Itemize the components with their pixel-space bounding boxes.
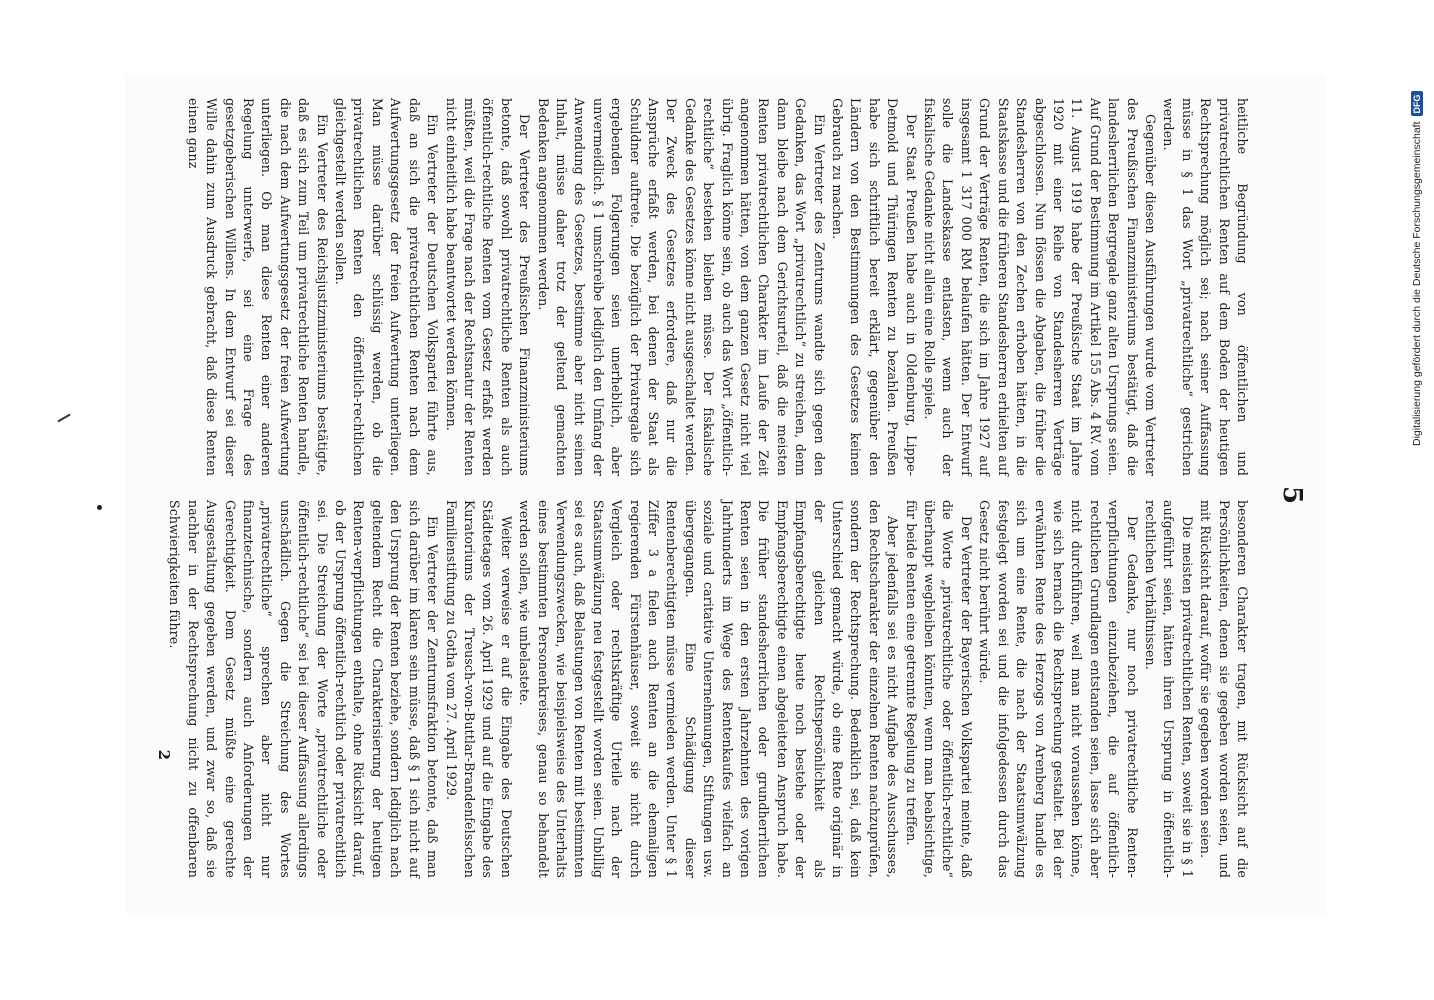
credit-text: Digitalisierung gefördert durch die Deutsche Forschungsgemeinschaft [1411,121,1423,446]
signature-mark: 2 [155,749,173,760]
dfg-logo: DFG [1411,91,1423,116]
paragraph: Ein Vertreter der Deutschen Volkspartei führte aus, daß an sich die privatrechtlichen Renten nach dem Aufwertungsgesetz der freien Aufwertung unterliegen. Man müsse darüber schlüssig werden, ob die privatrechtlichen Renten den öffentlich-rechtlichen gleichgestellt werden sollen. [333,98,441,476]
paragraph: Der Gedanke, nur noch privatrechtliche Renten-verpflichtungen einzubeziehen, die auf öffentlich-rechtlichen Grundlagen entstanden seien, lasse sich aber nicht durchführen, weil man nicht voraussehen könne, wie sich hernach die Rechtsprechung gestaltet. Bei der erwähnten Rente des Herzogs von Arenberg handle es sich um eine Rente, die nach der Staatsumwälzung festgelegt worden sei und die infolgedessen durch das Gesetz nicht berührt würde. [977,500,1140,878]
scan-speck [57,414,70,423]
paragraph: Gegenüber diesen Ausführungen wurde vom Vertreter des Preußischen Finanzministeriums bestätigt, daß die landesherrlichen Bergregale ganz alten Ursprungs seien. Auf Grund der Bestimmung im Artikel 155 Abs. 4 RV. vom 11. August 1919 habe der Preußische Staat im Jahre 1920 mit einer Reihe von Standesherren Verträge abgeschlossen. Nun flössen die Abgaben, die früher die Standesherren von den Zechen erhoben hätten, in die Staatskasse und die früheren Standesherren erhielten auf Grund der Verträge Renten, die sich im Jahre 1927 auf insgesamt 1 317 000 RM belaufen hätten. Der Entwurf solle die Landeskasse entlasten, wenn auch der fiskalische Gedanke nicht allein eine Rolle spiele. [922,98,1158,476]
paragraph: Der Vertreter der Bayerischen Volkspartei meinte, daß die Worte „privatrechtliche oder öffentlich-rechtliche“ überhaupt wegbleiben könnten, wenn man beabsichtige, für beide Renten eine getrennte Regelung zu treffen. [903,500,974,878]
paragraph: besonderen Charakter tragen, mit Rücksicht auf die Persönlichkeiten, denen sie gegeben worden seien, und mit Rücksicht darauf, wofür sie gegeben worden seien. [1198,500,1250,878]
paragraph: Weiter verweise er auf die Eingabe des Deutschen Städtetages vom 26. April 1929 und auf die Eingabe des Kuratoriums der Treusch-von-Buttlar-Brandenfelsschen Familienstiftung zu Gotha vom 27. April 1929. [443,500,514,878]
paragraph: Der Staat Preußen habe auch in Oldenburg, Lippe-Detmold und Thüringen Renten zu bezahlen. Preußen habe sich schriftlich bereit erklärt, gegenüber den Ländern von den Bestimmungen des Gesetzes keinen Gebrauch zu machen. [830,98,919,476]
left-text-column [183,98,1251,476]
paragraph: Ein Vertreter des Zentrums wandte sich gegen den Gedanken, das Wort „privatrechtlich“ zu streichen, denn dann bleibe nach dem Gerichtsurteil, daß die meisten Renten privatrechtlichen Charakter im Laufe der Zeit angenommen hätten, von dem ganzen Gesetz nicht viel übrig. Fraglich könne sein, ob auch das Wort „öffentlich-rechtliche“ bestehen bleiben müsse. Der fiskalische Gedanke des Gesetzes könne nicht ausgeschaltet werden. Der Zweck des Gesetzes erfordere, daß nur die Ansprüche erfaßt werden, bei denen der Staat als Schuldner auftrete. Die bezüglich der Privatregale sich ergebenden Folgerungen seien unerheblich, aber unvermeidlich. § 1 umschreibe lediglich den Umfang der Anwendung des Gesetzes, bestimme aber nicht seinen Inhalt, müsse daher trotz der geltend gemachten Bedenken angenommen werden. [535,98,827,476]
digitization-credit [1402,6,1432,446]
paragraph: Die meisten privatrechtlichen Renten, soweit sie in § 1 aufgeführt seien, hätten ihren Ursprung in öffentlich-rechtlichen Verhältnissen. [1142,500,1195,878]
paragraph: Ein Vertreter des Reichsjustizministeriums bestätigte, daß es sich zum Teil um privatrechtliche Renten handle, die nach dem Aufwertungsgesetz der freien Aufwertung unterliegen. Ob man diese Renten einer anderen Regelung unterwerfe, sei eine Frage des gesetzgeberischen Willens. In dem Entwurf sei dieser Wille dahin zum Ausdruck gebracht, daß diese Renten einen ganz [185,98,330,476]
scanned-page [125,75,1325,915]
paragraph: Der Vertreter des Preußischen Finanzministeriums betonte, daß sowohl privatrechtliche Renten als auch öffentlich-rechtliche Renten vom Gesetz erfaßt werden müßten, weil die Frage nach der Rechtsnatur der Renten nicht einheitlich habe beantwortet werden können. [443,98,533,476]
document-page [135,80,1315,910]
right-text-column [165,500,1251,878]
paragraph: Aber jedenfalls sei es nicht Aufgabe des Ausschusses, den Rechtscharakter der einzelnen Renten nachzuprüfen, sondern der Rechtsprechung. Bedenklich sei, daß kein Unterschied gemacht würde, ob eine Rente originär in der gleichen Rechtspersönlichkeit als Empfangsberechtigte heute noch bestehe oder der Empfangsberechtigte einen abgeleiteten Anspruch habe. Die früher standesherrlichen oder grundherrlichen Renten seien in den ersten Jahrzehnten des vorigen Jahrhunderts im Wege des Rentenkaufes vielfach an soziale und caritative Unternehmungen, Stiftungen usw. übergegangen. Eine Schädigung dieser Rentenberechtigten müsse vermieden werden. Unter § 1 Ziffer 3 a fielen auch Renten an die ehemaligen regierenden Fürstenhäuser, soweit sie nicht durch Vergleich oder rechtskräftige Urteile nach der Staatsumwälzung neu festgestellt worden seien. Unbillig sei es auch, daß Belastungen von Renten mit bestimmten Verwendungszwecken, wie beispielsweise des Unterhalts eines bestimmten Personenkreises, genau so behandelt werden sollen, wie unbelastete. [517,500,901,878]
paragraph: Ein Vertreter der Zentrumsfraktion betonte, daß man sich darüber im klaren sein müsse, daß § 1 sich nicht auf den Ursprung der Renten beziehe, sondern lediglich nach geltendem Recht die Charakterisierung der heutigen Renten-verpflichtungen enthalte, ohne Rücksicht darauf, ob der Ursprung öffentlich-rechtlich oder privatrechtlich sei. Die Streichung der Worte „privatrechtliche oder öffentlich-rechtliche“ sei bei dieser Auffassung allerdings unschädlich. Gegen die Streichung des Wortes „privatrechtliche“ sprechen aber nicht nur finanztechnische, sondern auch Anforderungen der Gerechtigkeit. Dem Gesetz müßte eine gerechte Ausgestaltung gegeben werden, und zwar so, daß sie nachher in der Rechtsprechung nicht zu offenbaren Schwierigkeiten führe. [167,500,441,878]
page-number: 5 [1277,485,1307,505]
scan-speck [97,505,102,510]
paragraph: heitliche Begründung von öffentlichen und privatrechtlichen Renten auf dem Boden der heutigen Rechtsprechung möglich sei; nach seiner Auffassung müsse in § 1 das Wort „privatrechtliche“ gestrichen werden. [1161,98,1250,476]
